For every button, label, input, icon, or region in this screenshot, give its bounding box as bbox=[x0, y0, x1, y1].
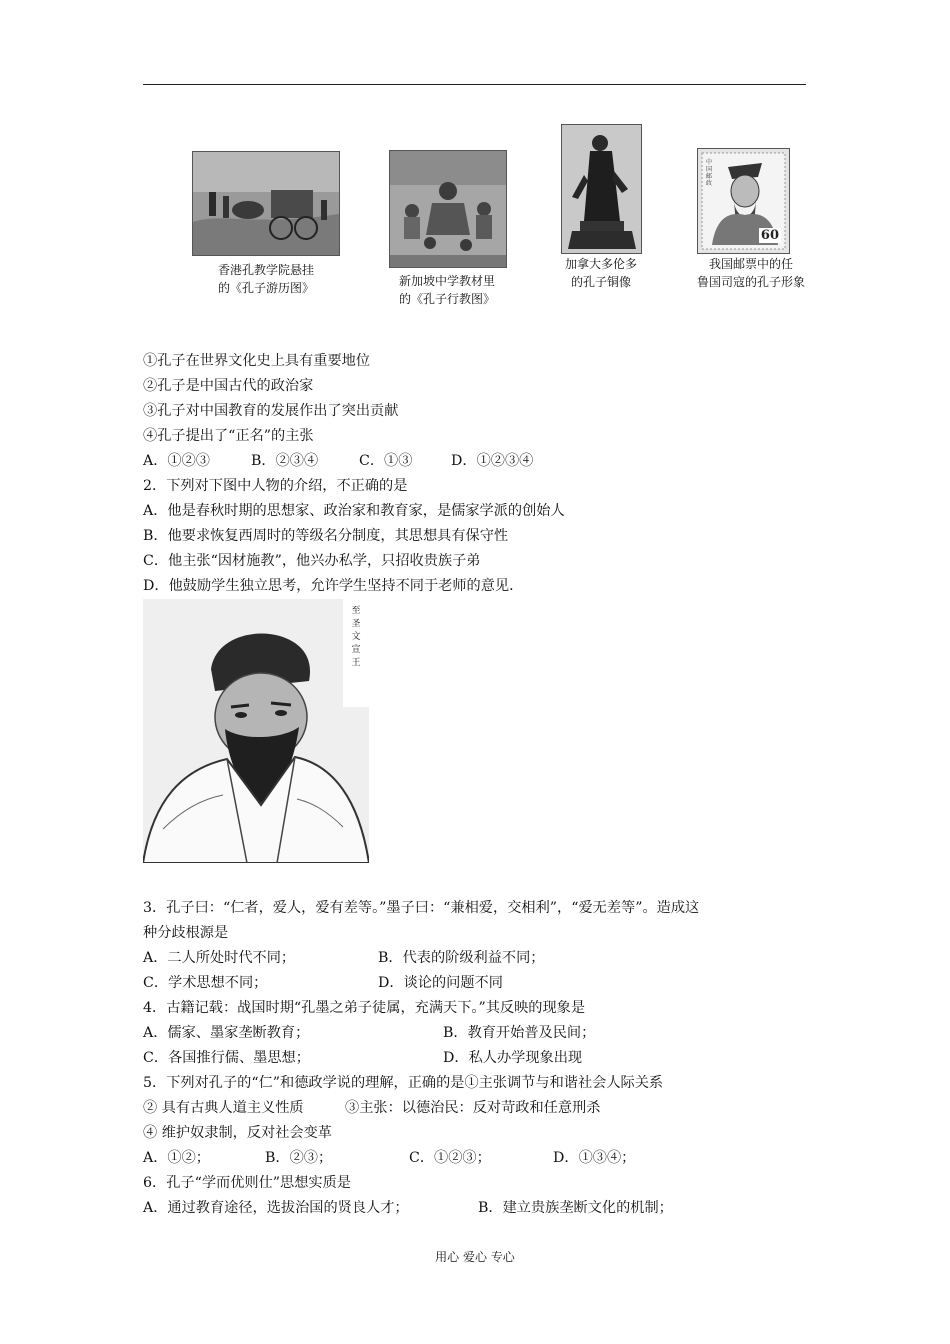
q5-statement-4: ④ 维护奴隶制，反对社会变革 bbox=[143, 1125, 332, 1141]
q1-statement: ③孔子对中国教育的发展作出了突出贡献 bbox=[143, 403, 399, 419]
q5-stem: 5．下列对孔子的“仁”和德政学说的理解，正确的是①主张调节与和谐社会人际关系 bbox=[143, 1075, 664, 1091]
figure-confucius-bronze-statue bbox=[561, 124, 642, 254]
stamp-country-char: 中 bbox=[706, 159, 713, 166]
q1-option-a[interactable]: A．①②③ bbox=[143, 453, 210, 469]
portrait-title-char: 文 bbox=[351, 632, 361, 642]
q1-statement: ②孔子是中国古代的政治家 bbox=[143, 378, 314, 394]
q3-stem-line-2: 种分歧根源是 bbox=[143, 925, 229, 941]
q4-options-row-1 bbox=[143, 1021, 808, 1046]
q5-option-a[interactable]: A．①②； bbox=[143, 1150, 210, 1166]
q2-option-d[interactable]: D．他鼓励学生独立思考，允许学生坚持不同于老师的意见． bbox=[143, 578, 524, 594]
q5-option-c[interactable]: C．①②③； bbox=[409, 1150, 491, 1166]
figure-2-caption bbox=[382, 272, 512, 308]
q4-options-row-2 bbox=[143, 1046, 808, 1071]
stamp-country-char: 邮 bbox=[706, 173, 713, 180]
q1-options bbox=[143, 449, 808, 474]
portrait-title-label bbox=[348, 605, 364, 670]
q2-option-a[interactable]: A．他是春秋时期的思想家、政治家和教育家，是儒家学派的创始人 bbox=[143, 503, 565, 519]
q6-option-b[interactable]: B．建立贵族垄断文化的机制； bbox=[478, 1200, 673, 1216]
q1-option-c[interactable]: C．①③ bbox=[359, 453, 413, 469]
q4-option-c[interactable]: C．各国推行儒、墨思想； bbox=[143, 1050, 310, 1066]
q4-stem: 4．古籍记载：战国时期“孔墨之弟子徒属，充满天下。”其反映的现象是 bbox=[143, 1000, 586, 1016]
header-rule bbox=[143, 84, 806, 85]
q3-option-a[interactable]: A．二人所处时代不同； bbox=[143, 950, 296, 966]
q3-option-b[interactable]: B．代表的阶级利益不同； bbox=[378, 950, 545, 966]
portrait-title-char: 王 bbox=[351, 658, 361, 668]
figure-1-caption-line-1: 香港孔教学院悬挂 bbox=[217, 263, 314, 277]
q2-option-b[interactable]: B．他要求恢复西周时的等级名分制度，其思想具有保守性 bbox=[143, 528, 509, 544]
q1-option-d[interactable]: D．①②③④ bbox=[451, 453, 534, 469]
q1-option-b[interactable]: B．②③④ bbox=[251, 453, 319, 469]
question-block-3-6 bbox=[143, 896, 808, 1221]
figure-2-caption-line-2: 的《孔子行教图》 bbox=[398, 292, 495, 306]
stamp-value: 60 bbox=[760, 228, 779, 243]
stamp-country-char: 政 bbox=[706, 180, 713, 187]
figure-4-caption-line-2: 鲁国司寇的孔子形象 bbox=[696, 275, 805, 289]
q3-options-row-1 bbox=[143, 946, 808, 971]
q2-option-c[interactable]: C．他主张“因材施教”，他兴办私学，只招收贵族子弟 bbox=[143, 553, 481, 569]
figure-2-caption-line-1: 新加坡中学教材里 bbox=[398, 274, 495, 288]
q6-options bbox=[143, 1196, 808, 1221]
bronze-statue-image bbox=[562, 125, 641, 253]
confucius-portrait-image bbox=[143, 599, 369, 863]
q1-statement: ④孔子提出了“正名”的主张 bbox=[143, 428, 314, 444]
q6-stem: 6．孔子“学而优则仕”思想实质是 bbox=[143, 1175, 351, 1191]
figure-confucius-teaching-painting bbox=[389, 150, 507, 268]
portrait-title-char: 至 bbox=[351, 606, 361, 616]
figure-1-caption bbox=[188, 261, 344, 297]
confucius-portrait bbox=[143, 599, 369, 863]
stamp-country-label bbox=[706, 159, 712, 187]
figure-confucius-travel-painting bbox=[192, 151, 340, 256]
figure-3-caption bbox=[550, 255, 652, 291]
q5-options bbox=[143, 1146, 808, 1171]
q5-statement-2: ② 具有古典人道主义性质 bbox=[143, 1100, 304, 1116]
page-footer: 用心 爱心 专心 bbox=[435, 1250, 515, 1264]
figure-4-caption bbox=[684, 255, 818, 291]
question-block-1-2 bbox=[143, 349, 808, 599]
q5-option-b[interactable]: B．②③； bbox=[265, 1150, 333, 1166]
q5-option-d[interactable]: D．①③④； bbox=[553, 1150, 636, 1166]
q4-option-d[interactable]: D．私人办学现象出现 bbox=[443, 1050, 583, 1066]
q4-option-a[interactable]: A．儒家、墨家垄断教育； bbox=[143, 1025, 310, 1041]
q6-option-a[interactable]: A．通过教育途径，选拔治国的贤良人才； bbox=[143, 1200, 409, 1216]
travel-painting-image bbox=[193, 152, 339, 255]
portrait-title-char: 宣 bbox=[351, 645, 361, 655]
figure-3-caption-line-1: 加拿大多伦多 bbox=[564, 257, 637, 271]
figure-1-caption-line-2: 的《孔子游历图》 bbox=[217, 281, 314, 295]
q3-option-c[interactable]: C．学术思想不同； bbox=[143, 975, 268, 991]
figure-confucius-stamp bbox=[697, 148, 790, 254]
q1-statement: ①孔子在世界文化史上具有重要地位 bbox=[143, 353, 371, 369]
q3-option-d[interactable]: D．谈论的问题不同 bbox=[378, 975, 503, 991]
q2-stem: 2．下列对下图中人物的介绍，不正确的是 bbox=[143, 478, 408, 494]
q5-statement-3: ③主张：以德治民：反对苛政和任意刑杀 bbox=[345, 1100, 601, 1116]
q3-options-row-2 bbox=[143, 971, 808, 996]
portrait-title-char: 圣 bbox=[351, 619, 361, 629]
q4-option-b[interactable]: B．教育开始普及民间； bbox=[443, 1025, 596, 1041]
figure-3-caption-line-2: 的孔子铜像 bbox=[570, 275, 631, 289]
figure-4-caption-line-1: 我国邮票中的任 bbox=[708, 257, 793, 271]
teaching-painting-image bbox=[390, 151, 506, 267]
q5-statements-row bbox=[143, 1096, 808, 1121]
q3-stem-line-1: 3．孔子曰：“仁者，爱人，爱有差等。”墨子曰：“兼相爱，交相利”，“爱无差等”。造成这 bbox=[143, 900, 700, 916]
stamp-country-char: 国 bbox=[706, 166, 713, 173]
